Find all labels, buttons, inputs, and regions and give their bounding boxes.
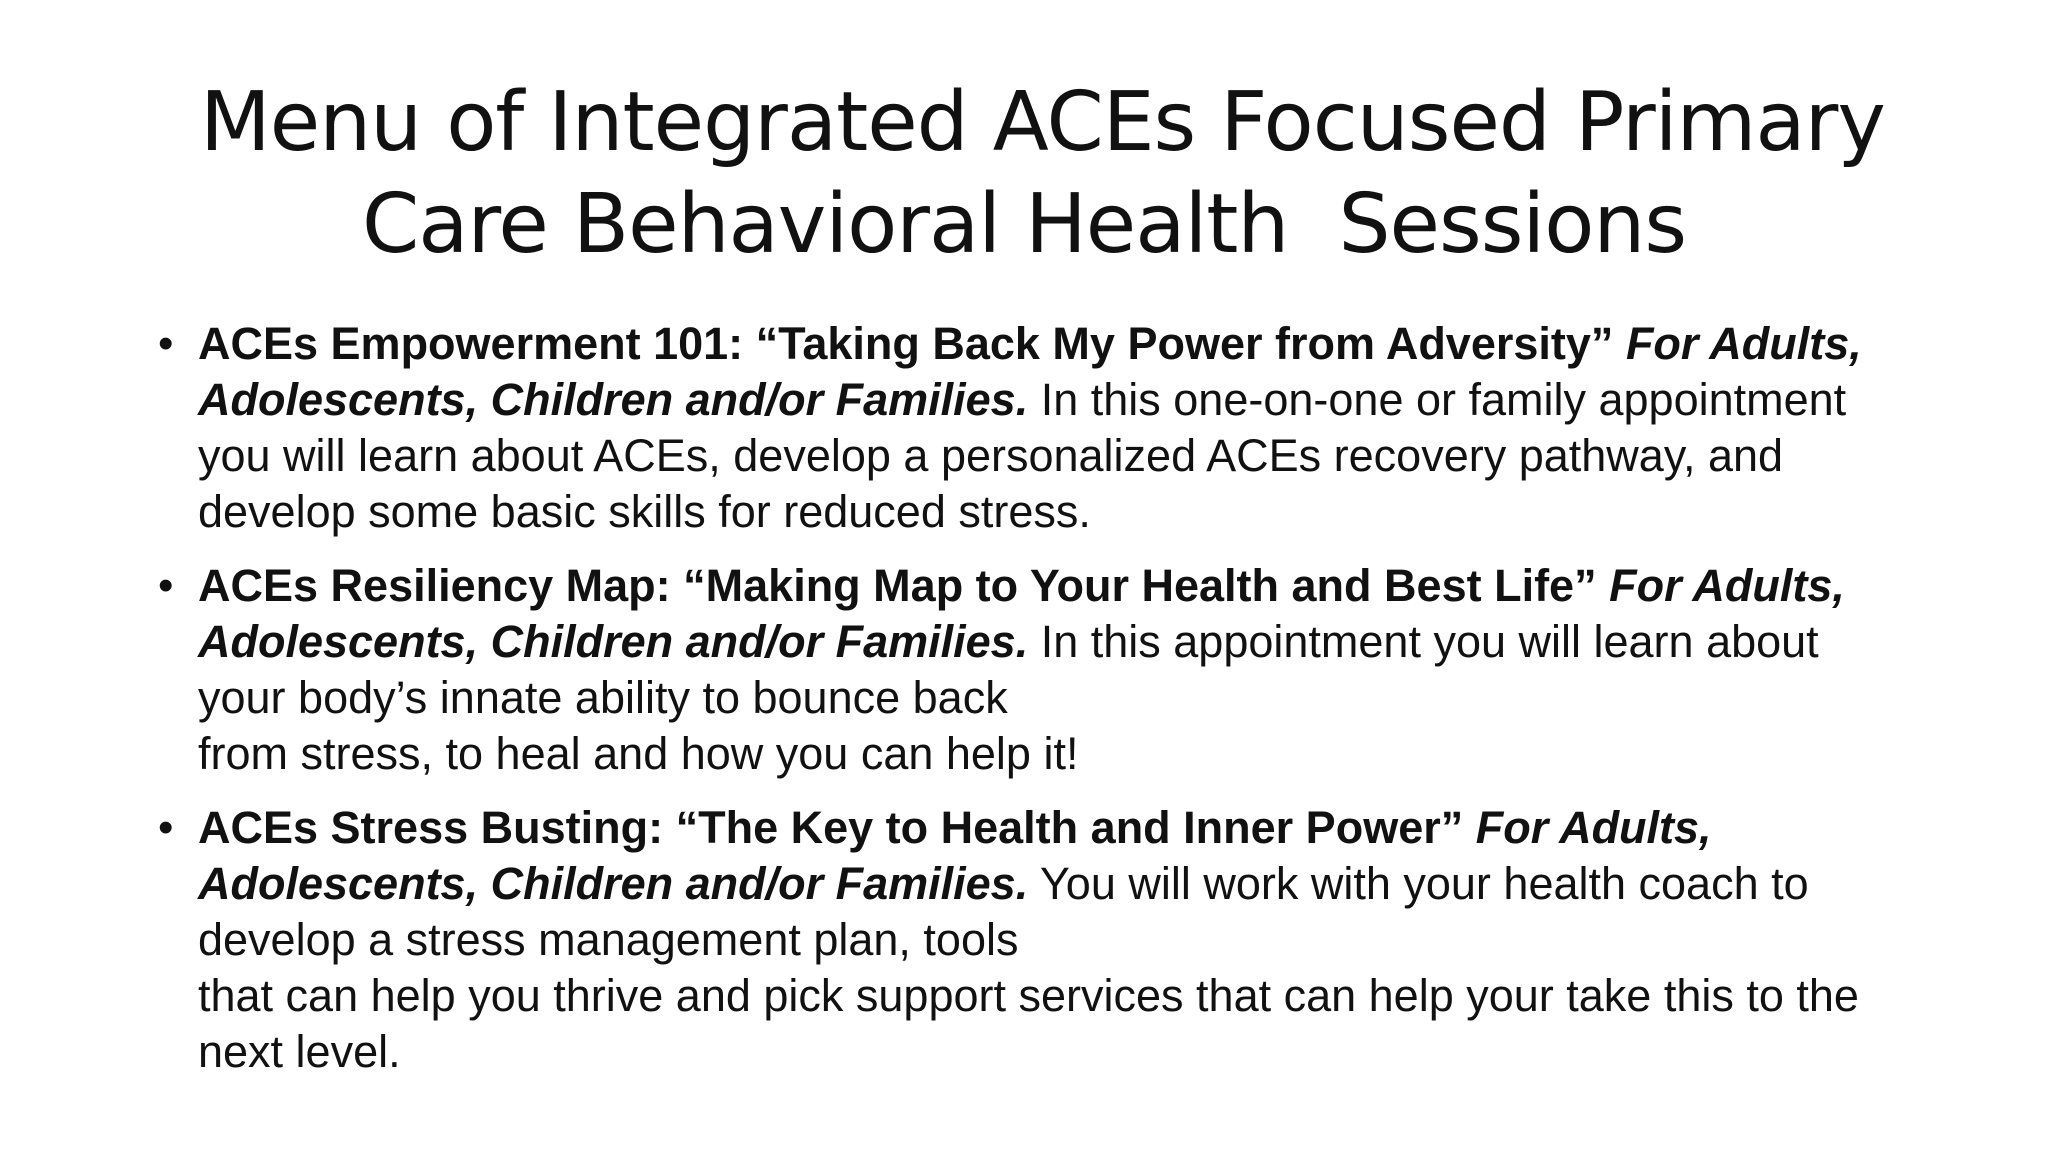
bullet-icon: •	[158, 561, 174, 610]
list-item	[158, 316, 1918, 540]
slide-title	[200, 72, 1885, 276]
session-audience: For Adults, Adolescents, Children and/or Families.	[198, 802, 1712, 909]
slide-title-line-2: Care Behavioral Health Sessions	[361, 177, 1687, 272]
session-audience: For Adults, Adolescents, Children and/or Families.	[198, 560, 1845, 667]
session-audience: For Adults, Adolescents, Children and/or Families.	[198, 318, 1862, 425]
session-description-part-2: from stress, to heal and how you can help it!	[198, 728, 1079, 779]
bullet-icon: •	[158, 803, 174, 852]
session-description: In this one-on-one or family appointment you will learn about ACEs, develop a personalized ACEs recovery pathway, and develop some basic skills for reduced stress.	[198, 374, 1847, 537]
slide-title-line-1: Menu of Integrated ACEs Focused Primary	[200, 75, 1885, 170]
list-item	[158, 558, 1918, 782]
session-name: ACEs Resiliency Map: “Making Map to Your Health and Best Life”	[198, 560, 1597, 611]
session-description-part-2: that can help you thrive and pick support services that can help your take this to the next level.	[198, 970, 1859, 1077]
session-description-part-1: You will work with your health coach to develop a stress management plan, tools	[198, 858, 1809, 965]
session-name: ACEs Stress Busting: “The Key to Health and Inner Power”	[198, 802, 1464, 853]
session-name: ACEs Empowerment 101: “Taking Back My Power from Adversity”	[198, 318, 1614, 369]
session-description-part-1: In this appointment you will learn about your body’s innate ability to bounce back	[198, 616, 1819, 723]
list-item	[158, 800, 1918, 1080]
session-list	[158, 316, 1918, 1098]
bullet-icon: •	[158, 319, 174, 368]
